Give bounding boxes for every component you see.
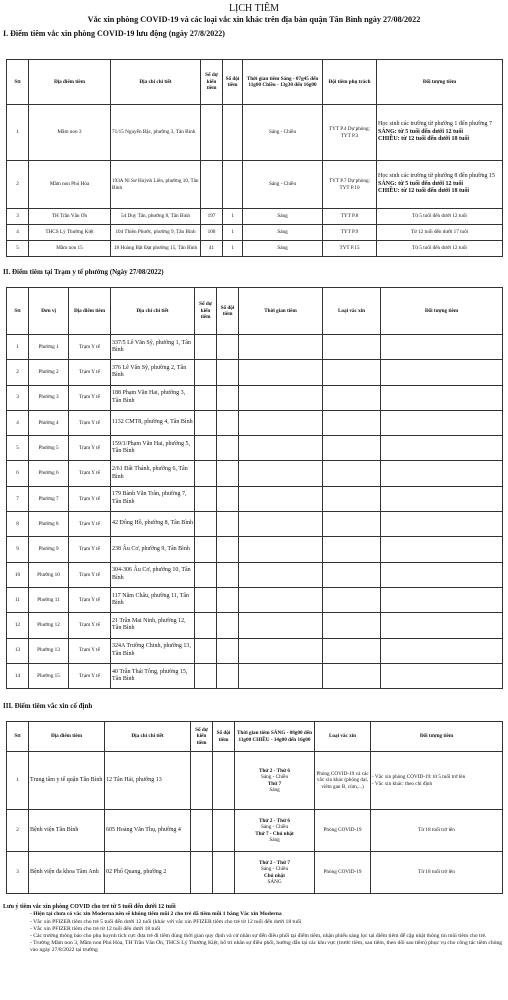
time-sessions-2: Sáng [269,837,280,844]
cell-target: Từ 12 tuổi đến dưới 17 tuổi [377,225,503,241]
time-days-2: Thứ 7 [267,780,282,787]
cell-place: THCS Lý Thường Kiệt [29,225,111,241]
cell-address: 337/5 Lê Văn Sỹ, phường 1, Tân Bình [111,335,195,360]
cell-target [381,486,503,511]
cell-stt: 5 [7,241,29,257]
cell-place: Trạm Y tế [69,360,111,385]
cell-place: Trạm Y tế [69,410,111,435]
section3-title: III. Điểm tiêm vắc xin cố định [3,702,93,711]
table-row [7,105,503,161]
cell-planned [191,852,213,894]
cell-planned [195,335,217,360]
cell-stt: 5 [7,436,29,461]
cell-target [381,663,503,688]
cell-place: Mầm non 3 [29,105,111,161]
cell-time [235,752,315,810]
table-row [7,562,503,587]
s3-header-stt: Stt [7,722,29,752]
cell-unit: Phường 13 [29,638,69,663]
cell-unit: Phường 6 [29,461,69,486]
cell-place: Bệnh viện Tân Bình [29,810,105,852]
cell-planned [195,486,217,511]
cell-time [239,638,323,663]
cell-team-charge: TYT P.7 Dự phòng: TYT P.10 [323,161,377,209]
cell-unit: Phường 1 [29,335,69,360]
cell-stt: 4 [7,225,29,241]
s1-header-time: Thời gian tiêm Sáng - 07g45 đến 11g00 Chiều - 13g30 đến 16g00 [243,60,323,105]
table-row [7,752,503,810]
cell-place: Trạm Y tế [69,512,111,537]
cell-vaccine [323,613,381,638]
cell-stt: 10 [7,562,29,587]
s2-header-teams: Số đội tiêm [217,288,239,335]
cell-time [235,852,315,894]
cell-place: Trung tâm y tế quận Tân Bình [29,752,105,810]
cell-time [235,810,315,852]
cell-time: Sáng [243,241,323,257]
cell-unit: Phường 8 [29,512,69,537]
cell-place: Trạm Y tế [69,613,111,638]
s3-header-vaccine: Loại vắc xin [315,722,371,752]
table-row [7,241,503,257]
cell-time [239,360,323,385]
cell-teams: 1 [223,241,243,257]
cell-address: 159/1/Phạm Văn Hai, phường 5, Tân Bình [111,436,195,461]
notes-title: Lưu ý tiêm vắc xin phòng COVID cho trẻ từ 5 tuổi đến dưới 12 tuổi [3,904,176,911]
s2-header-address: Địa chỉ chi tiết [111,288,195,335]
cell-unit: Phường 3 [29,385,69,410]
page-subtitle: Vắc xin phòng COVID-19 và các loại vắc xin khác trên địa bàn quận Tân Bình ngày 27/08/2022 [87,15,421,24]
s3-header-time: Thời gian tiêm SÁNG - 08g00 đến 11g00 CHIỀU - 14g00 đến 16g00 [235,722,315,752]
cell-unit: Phường 7 [29,486,69,511]
cell-vaccine [323,486,381,511]
cell-planned [195,537,217,562]
cell-stt: 3 [7,209,29,225]
cell-planned [191,810,213,852]
cell-address: 238 Âu Cơ, phường 9, Tân Bình [111,537,195,562]
cell-stt: 2 [7,360,29,385]
cell-stt: 7 [7,486,29,511]
cell-target: Từ 5 tuổi đến dưới 12 tuổi [377,209,503,225]
s2-header-unit: Đơn vị [29,288,69,335]
note-4: - Các trường thông báo cho phụ huynh tích cực đưa trẻ đi tiêm đúng thời gian quy định và cử nhân sự đến điều phối tại điểm tiêm, nhận phiếu sàng lọc tại điểm tiêm để cập nhật thông tin mũi tiêm cho trẻ. [30,932,487,939]
cell-time: Sáng [243,225,323,241]
cell-planned [195,385,217,410]
cell-place: Mầm non 15 [29,241,111,257]
cell-place: Trạm Y tế [69,461,111,486]
cell-address: 188 Phạm Văn Hai, phường 3, Tân Bình [111,385,195,410]
cell-address: 12 Tân Hải, phường 13 [105,752,191,810]
cell-address: 104 Thiên Phước, phường 9, Tân Bình [111,225,201,241]
s3-header-teams: Số đội tiêm [213,722,235,752]
notes-block [0,904,508,954]
cell-address: 1132 CMT8, phường 4, Tân Bình [111,410,195,435]
cell-target [381,613,503,638]
cell-planned [201,161,223,209]
section2-table [6,287,503,689]
cell-planned [195,663,217,688]
cell-teams [213,852,235,894]
cell-address: 2/61 Đất Thánh, phường 6, Tân Bình [111,461,195,486]
cell-stt: 8 [7,512,29,537]
table-row [7,512,503,537]
cell-time: Sáng - Chiều [243,105,323,161]
s1-header-place: Địa điểm tiêm [29,60,111,105]
cell-place: TH Trần Văn Ơn [29,209,111,225]
cell-teams [217,410,239,435]
cell-stt: 4 [7,410,29,435]
cell-place: Trạm Y tế [69,335,111,360]
s3-header-planned: Số dự kiến tiêm [191,722,213,752]
cell-target [381,385,503,410]
cell-teams [217,385,239,410]
s3-header-place: Địa điểm tiêm [29,722,105,752]
cell-vaccine: Phòng COVID-19 [315,810,371,852]
target-line: Học sinh các trường từ phường 8 đến phường 15 [378,173,496,180]
cell-vaccine [323,562,381,587]
cell-target [371,752,503,810]
cell-vaccine [323,360,381,385]
cell-target [381,335,503,360]
cell-planned [195,587,217,612]
cell-place: Trạm Y tế [69,562,111,587]
cell-place: Trạm Y tế [69,486,111,511]
cell-unit: Phường 2 [29,360,69,385]
time-days: Thứ 2 - Thứ 7 [259,859,290,866]
s2-header-place: Địa điểm tiêm [69,288,111,335]
cell-target [381,360,503,385]
cell-target [381,461,503,486]
cell-planned: 41 [201,241,223,257]
cell-target [377,105,503,161]
cell-vaccine [323,436,381,461]
cell-place: Trạm Y tế [69,587,111,612]
cell-time [239,537,323,562]
table-row [7,587,503,612]
cell-time [239,562,323,587]
cell-time [239,385,323,410]
cell-address: 42 Đông Hồ, phường 8, Tân Bình [111,512,195,537]
target-morning: SÁNG: từ 5 tuổi đến dưới 12 tuổi [378,128,464,135]
table-row [7,852,503,894]
cell-target [381,587,503,612]
cell-teams [217,562,239,587]
cell-vaccine [323,537,381,562]
s1-header-target: Đối tượng tiêm [377,60,503,105]
cell-team-charge: TYT P.15 [323,241,377,257]
cell-target [377,161,503,209]
cell-teams: 1 [223,225,243,241]
s2-header-vaccine: Loại vắc xin [323,288,381,335]
cell-teams [213,752,235,810]
cell-vaccine: Phòng COVID-19 [315,852,371,894]
s2-header-stt: Stt [7,288,29,335]
s3-header-address: Địa chỉ chi tiết [105,722,191,752]
cell-vaccine [323,385,381,410]
cell-address: 605 Hoàng Văn Thụ, phường 4 [105,810,191,852]
cell-teams [217,436,239,461]
cell-address: 376 Lê Văn Sỹ, phường 2, Tân Bình [111,360,195,385]
cell-address: 193A Nì Sư Huỳnh Liên, phường 10, Tân Bình [111,161,201,209]
cell-address: 18 Hoàng Bật Đạt phường 15, Tân Bình [111,241,201,257]
table-row [7,360,503,385]
cell-place: Bệnh viện đa khoa Tâm Anh [29,852,105,894]
table-row [7,161,503,209]
cell-teams [213,810,235,852]
cell-place: Trạm Y tế [69,385,111,410]
s1-header-team-charge: Đội tiêm phụ trách [323,60,377,105]
cell-unit: Phường 4 [29,410,69,435]
cell-time: Sáng - Chiều [243,161,323,209]
cell-stt: 11 [7,587,29,612]
cell-planned [191,752,213,810]
cell-planned [195,562,217,587]
cell-stt: 2 [7,810,29,852]
cell-place: Trạm Y tế [69,537,111,562]
cell-planned [195,512,217,537]
cell-stt: 14 [7,663,29,688]
table-row [7,225,503,241]
table-row [7,436,503,461]
cell-planned [195,360,217,385]
time-sessions-2: Sáng [269,787,280,794]
table-row [7,410,503,435]
s2-header-target: Đối tượng tiêm [381,288,503,335]
section3-table [6,721,503,894]
note-1: - Hiện tại chưa có vắc xin Moderna nên sẽ không tiêm mũi 2 cho trẻ đã tiêm mũi 1 bằng Vắc xin Moderna [30,911,282,918]
cell-planned [195,613,217,638]
cell-vaccine [323,663,381,688]
target-line: Học sinh các trường từ phường 1 đến phường 7 [378,121,493,128]
target-afternoon: CHIỀU: từ 12 tuổi đến dưới 18 tuổi [378,136,470,143]
cell-unit: Phường 15 [29,663,69,688]
cell-address: 54 Duy Tân, phường 8, Tân Bình [111,209,201,225]
cell-teams [217,613,239,638]
cell-target [381,562,503,587]
target-line-2: - Vắc xin khác: theo chỉ định [372,780,433,787]
cell-teams [217,537,239,562]
cell-unit: Phường 11 [29,587,69,612]
s3-header-target: Đối tượng tiêm [371,722,503,752]
cell-teams [223,105,243,161]
cell-planned: 197 [201,209,223,225]
section1-table [6,59,503,257]
cell-time [239,486,323,511]
table-row [7,335,503,360]
cell-stt: 1 [7,752,29,810]
cell-address: 179 Bành Văn Trân, phường 7, Tân Bình [111,486,195,511]
time-days: Thứ 2 - Thứ 6 [259,767,290,774]
cell-time: Sáng [243,209,323,225]
cell-place: Mầm non Phú Hòa [29,161,111,209]
cell-planned [195,461,217,486]
cell-stt: 9 [7,537,29,562]
cell-teams [217,512,239,537]
cell-target [381,512,503,537]
cell-time [239,512,323,537]
cell-target [381,537,503,562]
cell-teams [223,161,243,209]
cell-time [239,335,323,360]
table-row [7,486,503,511]
table-row [7,209,503,225]
cell-vaccine [323,410,381,435]
cell-vaccine [323,638,381,663]
cell-teams [217,638,239,663]
cell-stt: 3 [7,852,29,894]
cell-target [381,638,503,663]
cell-address: 304-306 Âu Cơ, phường 10, Tân Bình [111,562,195,587]
cell-stt: 1 [7,105,29,161]
cell-teams [217,461,239,486]
s1-header-planned: Số dự kiến tiêm [201,60,223,105]
cell-address: 324A Trường Chinh, phường 13, Tân Bình [111,638,195,663]
table-row [7,638,503,663]
page-title: LỊCH TIÊM [228,3,280,14]
section1-title: I. Điểm tiêm vắc xin phòng COVID-19 lưu động (ngày 27/8/2022) [3,29,225,38]
cell-teams [217,360,239,385]
note-2: - Vắc xin PFIZER tiêm cho trẻ 5 tuổi đến dưới 12 tuổi (khác với vắc xin PFIZER tiêm cho trẻ từ 12 tuổi đến dưới 18 tuổi [30,918,302,925]
cell-address: 71/15 Nguyễn Bặc, phường 3, Tân Bình [111,105,201,161]
table-row [7,810,503,852]
table-row [7,537,503,562]
time-sessions: Sáng - Chiều [260,774,289,781]
table-row [7,461,503,486]
cell-unit: Phường 10 [29,562,69,587]
s1-header-address: Địa chỉ chi tiết [111,60,201,105]
cell-vaccine [323,461,381,486]
target-morning: SÁNG: từ 5 tuổi đến dưới 12 tuổi [378,180,464,187]
cell-target: Từ 5 tuổi đến dưới 12 tuổi [377,241,503,257]
section2-title: II. Điểm tiêm tại Trạm y tế phường (Ngày 27/08/2022) [3,268,164,276]
cell-team-charge: TYT P.4 Dự phòng: TYT P.3 [323,105,377,161]
time-days-2: Chủ nhật [264,872,285,879]
cell-time [239,436,323,461]
cell-time [239,613,323,638]
cell-vaccine [323,587,381,612]
cell-stt: 1 [7,335,29,360]
cell-address: 21 Trần Mai Ninh, phường 12, Tân Bình [111,613,195,638]
cell-place: Trạm Y tế [69,663,111,688]
cell-planned [195,436,217,461]
time-sessions-2: SÁNG [267,879,282,886]
cell-time [239,663,323,688]
cell-planned [195,410,217,435]
cell-vaccine [323,512,381,537]
time-days: Thứ 2 - Thứ 6 [259,817,290,824]
cell-stt: 12 [7,613,29,638]
s2-header-planned: Số dự kiến tiêm [195,288,217,335]
cell-teams: 1 [223,209,243,225]
time-sessions: Sáng - Chiều [260,824,289,831]
cell-unit: Phường 5 [29,436,69,461]
cell-stt: 13 [7,638,29,663]
cell-time [239,410,323,435]
cell-planned: 100 [201,225,223,241]
cell-address: 40 Trần Thái Tông, phường 15, Tân Bình [111,663,195,688]
cell-stt: 2 [7,161,29,209]
cell-teams [217,335,239,360]
cell-stt: 3 [7,385,29,410]
cell-time [239,587,323,612]
cell-stt: 6 [7,461,29,486]
cell-unit: Phường 12 [29,613,69,638]
time-days-2: Thứ 7 - Chủ nhật [255,830,294,837]
cell-team-charge: TYT P.9 [323,225,377,241]
cell-target: Từ 18 tuổi trở lên [371,810,503,852]
note-5: - Trường Mầm non 3, Mầm non Phú Hòa, TH Trần Văn Ơn, THCS Lý Thường Kiệt, bố trí nhân sự điều phối, hướng dẫn tại các khu vực (trước tiêm, sau tiêm, theo dõi sau tiêm) phục vụ cho công tác tiêm chủng vào ngày 27/8/2022 tại trường [30,940,503,954]
s1-header-stt: Stt [7,60,29,105]
target-line: - Vắc xin phòng COVID-19: từ 5 tuổi trở lên [372,774,466,781]
cell-teams [217,663,239,688]
cell-target [381,410,503,435]
cell-vaccine [323,335,381,360]
cell-place: Trạm Y tế [69,436,111,461]
target-afternoon: CHIỀU: từ 12 tuổi đến dưới 18 tuổi [378,188,470,195]
cell-place: Trạm Y tế [69,638,111,663]
cell-planned [201,105,223,161]
cell-target: Từ 18 tuổi trở lên [371,852,503,894]
cell-teams [217,587,239,612]
s2-header-time: Thời gian tiêm [239,288,323,335]
time-sessions: Sáng - Chiều [260,866,289,873]
s1-header-teams: Số đội tiêm [223,60,243,105]
cell-unit: Phường 9 [29,537,69,562]
table-row [7,613,503,638]
cell-target [381,436,503,461]
cell-planned [195,638,217,663]
cell-time [239,461,323,486]
cell-address: 117 Năm Châu, phường 11, Tân Bình [111,587,195,612]
table-row [7,385,503,410]
cell-team-charge: TYT P.8 [323,209,377,225]
note-3: - Vắc xin PFIZER tiêm cho trẻ từ 12 tuổi đến dưới 18 tuổi [30,925,161,932]
cell-vaccine: Phòng COVID-19 và các vắc xin khác (phòng dại, viêm gan B, cúm,...) [315,752,371,810]
cell-address: 02 Phổ Quang, phường 2 [105,852,191,894]
cell-teams [217,486,239,511]
table-row [7,663,503,688]
